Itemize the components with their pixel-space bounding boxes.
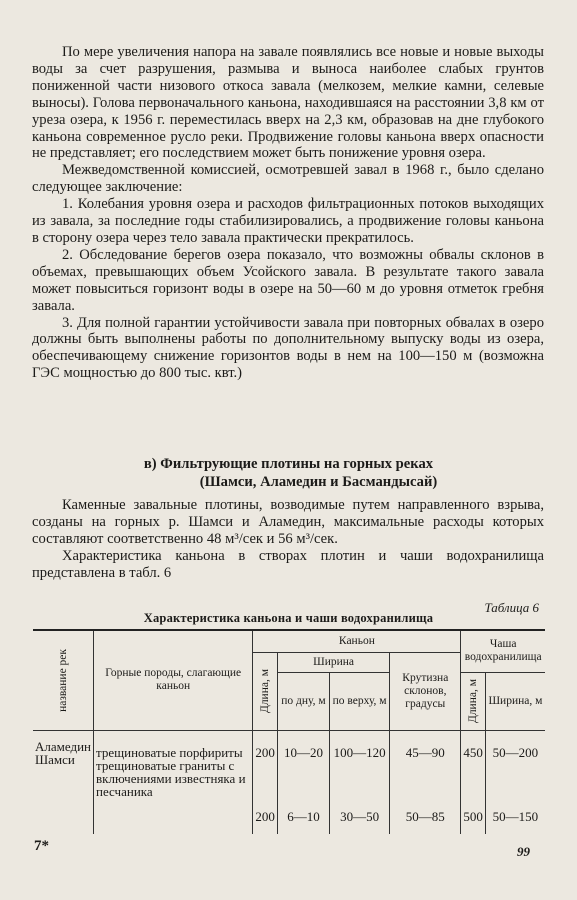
header-reservoir: Чаша водохранилища	[461, 630, 545, 672]
cell-river: Аламедин Шамси	[33, 730, 94, 798]
text-block-bottom	[32, 497, 544, 582]
header-top: по верху, м	[329, 672, 389, 730]
table-row	[33, 798, 545, 834]
cell-res-width: 50—200	[485, 730, 545, 798]
section-heading-line2: (Шамси, Аламедин и Басмандысай)	[199, 474, 438, 490]
cell-rocks: трещиноватые порфириты трещиноватые граниты с включениями известняка и песчаника	[94, 730, 253, 798]
cell-length: 200	[253, 730, 278, 798]
header-rocks: Горные породы, слагающие каньон	[94, 630, 253, 730]
header-canyon: Каньон	[253, 630, 461, 652]
page-number: 99	[517, 844, 530, 859]
canyon-table	[33, 629, 545, 834]
header-res-width: Ширина, м	[485, 672, 545, 730]
paragraph: Каменные завальные плотины, возводимые путем направленного взрыва, созданы на горных р. Шамси и Аламедин, максимальные расходы которых составляют соответственно 48 м³/сек и 56 м³/сек.	[32, 497, 544, 547]
cell-length: 200	[253, 798, 278, 834]
cell-river	[33, 798, 94, 834]
paragraph: 3. Для полной гарантии устойчивости завала при повторных обвалах в озеро должны быть выполнены работы по дополнительному выпуску воды из озера, обеспечивающему снижение горизонтов воды в нем на 100—150 м (возможна ГЭС мощностью до 800 тыс. квт.)	[32, 314, 544, 382]
cell-rocks	[94, 798, 253, 834]
header-river: название рек	[33, 630, 94, 730]
cell-slope: 50—85	[390, 798, 461, 834]
cell-top: 30—50	[329, 798, 389, 834]
paragraph: Характеристика каньона в створах плотин и чаши водохранилища представлена в табл. 6	[32, 547, 544, 581]
cell-top: 100—120	[329, 730, 389, 798]
paragraph: Межведомственной комиссией, осмотревшей завал в 1968 г., было сделано следующее заключение:	[32, 162, 544, 196]
text-block-top	[32, 44, 544, 382]
paragraph: По мере увеличения напора на завале появлялись все новые и новые выходы воды за счет разрушения, размыва и выноса наиболее слабых грунтов пониженной части низового откоса завала (мелкозем, мелкие камни, селевые выносы). Голова первоначального каньона, находившаяся на расстоянии 3,8 км от уреза озера, к 1956 г. переместилась вверх на 2,3 км, образовав на дне глубокого каньона современное русло реки. Продвижение головы каньона вверх опасности не представляет; его последствием может быть понижение уровня озера.	[32, 44, 544, 162]
signature-mark: 7*	[34, 838, 49, 854]
header-width: Ширина	[277, 652, 389, 672]
section-heading	[0, 455, 577, 491]
cell-res-length: 450	[461, 730, 486, 798]
paragraph: 1. Колебания уровня озера и расходов фильтрационных потоков выходящих из завала, за последние годы стабилизировались, а продвижение головы каньона в сторону озера через тело завала практически прекратилось.	[32, 196, 544, 246]
header-length: Длина, м	[253, 652, 278, 730]
table-row	[33, 730, 545, 798]
paragraph: 2. Обследование берегов озера показало, что возможны обвалы склонов в объемах, превышающих объем Усойского завала. В результате такого завала может повыситься горизонт воды в озере на 50—60 м до уровня отметок гребня завала.	[32, 246, 544, 314]
cell-res-length: 500	[461, 798, 486, 834]
table-label: Таблица 6	[484, 600, 539, 615]
table-title: Характеристика каньона и чаши водохранилища	[143, 611, 434, 625]
cell-res-width: 50—150	[485, 798, 545, 834]
header-bottom: по дну, м	[277, 672, 329, 730]
cell-bottom: 10—20	[277, 730, 329, 798]
header-res-length: Длина, м	[461, 672, 486, 730]
section-heading-line1: в) Фильтрующие плотины на горных реках	[143, 456, 434, 472]
cell-bottom: 6—10	[277, 798, 329, 834]
cell-slope: 45—90	[390, 730, 461, 798]
header-slope: Крутизна склонов, градусы	[390, 652, 461, 730]
